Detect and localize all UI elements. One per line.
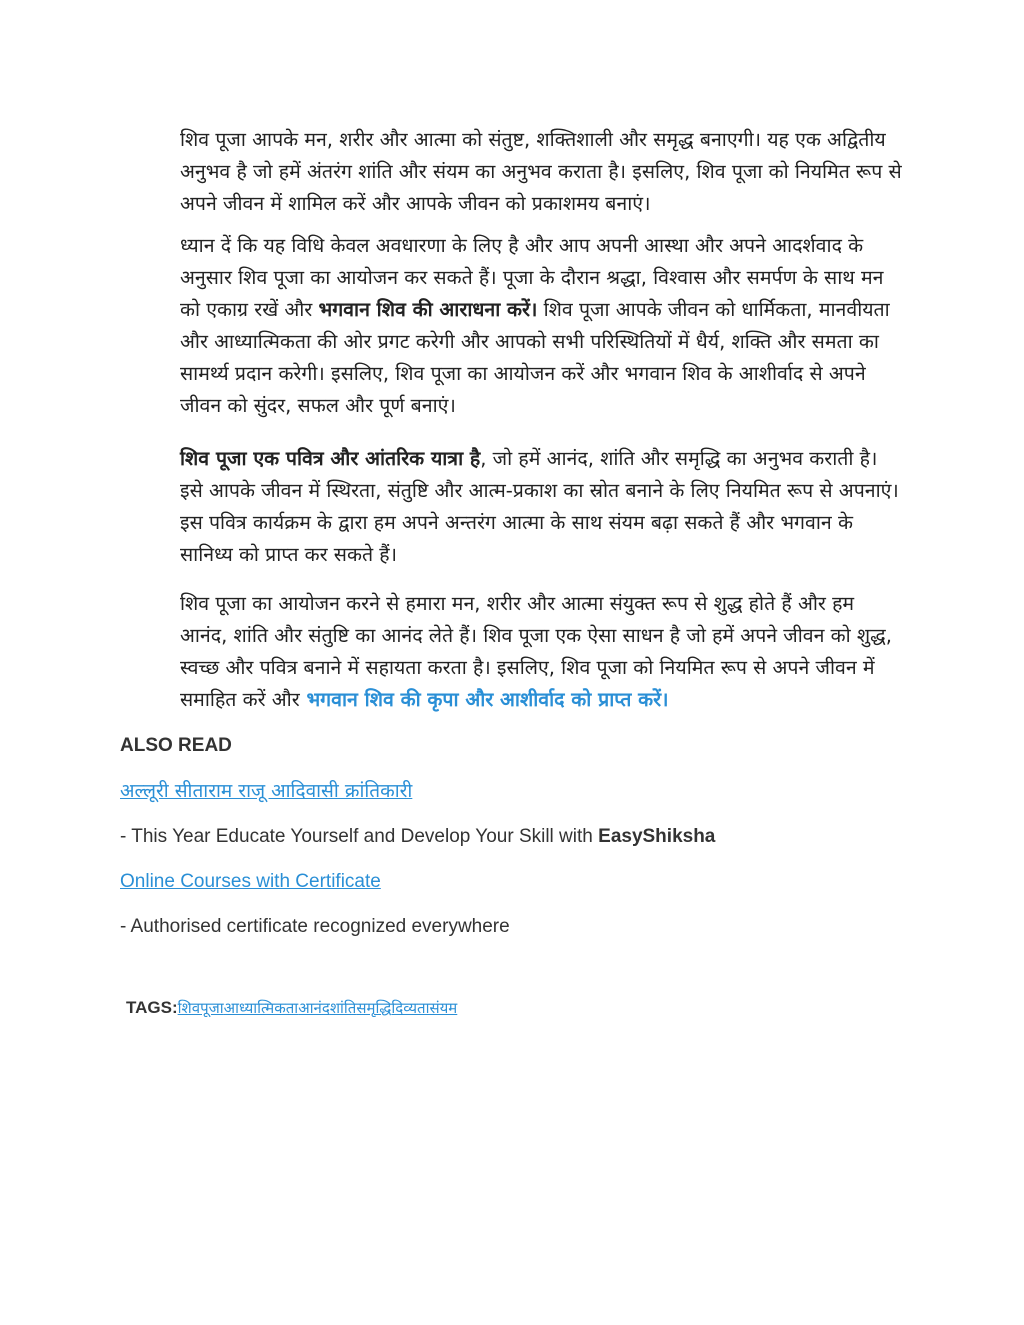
paragraph-2-bold-phrase: भगवान शिव की आराधना करें। — [318, 298, 538, 321]
tag-link[interactable]: आध्यात्मिकता — [223, 999, 299, 1017]
online-courses-link[interactable]: Online Courses with Certificate — [120, 871, 381, 892]
easyshiksha-promo — [120, 826, 715, 848]
paragraph-1-text: शिव पूजा आपके मन, शरीर और आत्मा को संतुष्ट, शक्तिशाली और समृद्ध बनाएगी। यह एक अद्वितीय अनुभव है जो हमें अंतरंग शांति और संयम का अनुभव कराता है। इसलिए, शिव पूजा को नियमित रूप से अपने जीवन में शामिल करें और आपके जीवन को प्रकाशमय बनाएं। — [180, 128, 902, 215]
alluri-sitarama-raju-link[interactable]: अल्लूरी सीताराम राजू आदिवासी क्रांतिकारी — [120, 780, 413, 802]
tag-link[interactable]: समृद्धि — [356, 999, 392, 1017]
paragraph-3-bold-phrase: शिव पूजा एक पवित्र और आंतरिक यात्रा है — [180, 447, 481, 470]
tag-link[interactable]: शिव — [177, 999, 201, 1017]
also-read-heading: ALSO READ — [120, 735, 232, 756]
paragraph-2 — [180, 230, 905, 422]
tag-link[interactable]: संयम — [429, 999, 458, 1017]
tag-link[interactable]: पूजा — [200, 999, 224, 1017]
tag-link[interactable]: आनंद — [298, 999, 330, 1017]
paragraph-3-text: , जो हमें आनंद, शांति और समृद्धि का अनुभव कराती है। इसे आपके जीवन में स्थिरता, संतुष्टि और आत्म-प्रकाश का स्रोत बनाने के लिए नियमित रूप से अपनाएं। इस पवित्र कार्यक्रम के द्वारा हम अपने अन्तरंग आत्मा के साथ संयम बढ़ा सकते हैं और भगवान के सानिध्य को प्राप्त कर सकते हैं। — [180, 447, 899, 566]
paragraph-1 — [180, 124, 905, 220]
paragraph-4-text: शिव पूजा का आयोजन करने से हमारा मन, शरीर और आत्मा संयुक्त रूप से शुद्ध होते हैं और हम आनंद, शांति और संतुष्टि का आनंद लेते हैं। शिव पूजा एक ऐसा साधन है जो हमें अपने जीवन को शुद्ध, स्वच्छ और पवित्र बनाने में सहायता करता है। इसलिए, शिव पूजा को नियमित रूप से अपने जीवन में समाहित करें और — [180, 592, 892, 711]
paragraph-4 — [180, 588, 905, 716]
tag-link[interactable]: दिव्यता — [391, 999, 430, 1017]
paragraph-2-text-start: ध्यान दें कि यह विधि केवल अवधारणा के लिए है और आप अपनी आस्था और अपने आदर्शवाद के अनुसार शिव पूजा का आयोजन कर सकते हैं। पूजा के दौरान श्रद्धा, विश्वास और समर्पण के साथ मन को एकाग्र रखें और — [180, 234, 884, 321]
tag-link[interactable]: शांति — [329, 999, 357, 1017]
tags-row — [126, 998, 457, 1018]
promo-text: - This Year Educate Yourself and Develop Your Skill with — [120, 826, 599, 847]
paragraph-2-text-end: शिव पूजा आपके जीवन को धार्मिकता, मानवीयता और आध्यात्मिकता की ओर प्रगट करेगी और आपको सभी परिस्थितियों में धैर्य, शक्ति और समता का सामर्थ्य प्रदान करेगी। इसलिए, शिव पूजा का आयोजन करें और भगवान शिव के आशीर्वाद से अपने जीवन को सुंदर, सफल और पूर्ण बनाएं। — [180, 298, 890, 417]
tags-label: TAGS: — [126, 998, 178, 1017]
shiv-blessing-link[interactable]: भगवान शिव की कृपा और आशीर्वाद को प्राप्त करें। — [299, 688, 669, 711]
paragraph-3 — [180, 443, 905, 571]
certificate-line: - Authorised certificate recognized everywhere — [120, 916, 510, 937]
easyshiksha-brand: EasyShiksha — [598, 826, 716, 847]
